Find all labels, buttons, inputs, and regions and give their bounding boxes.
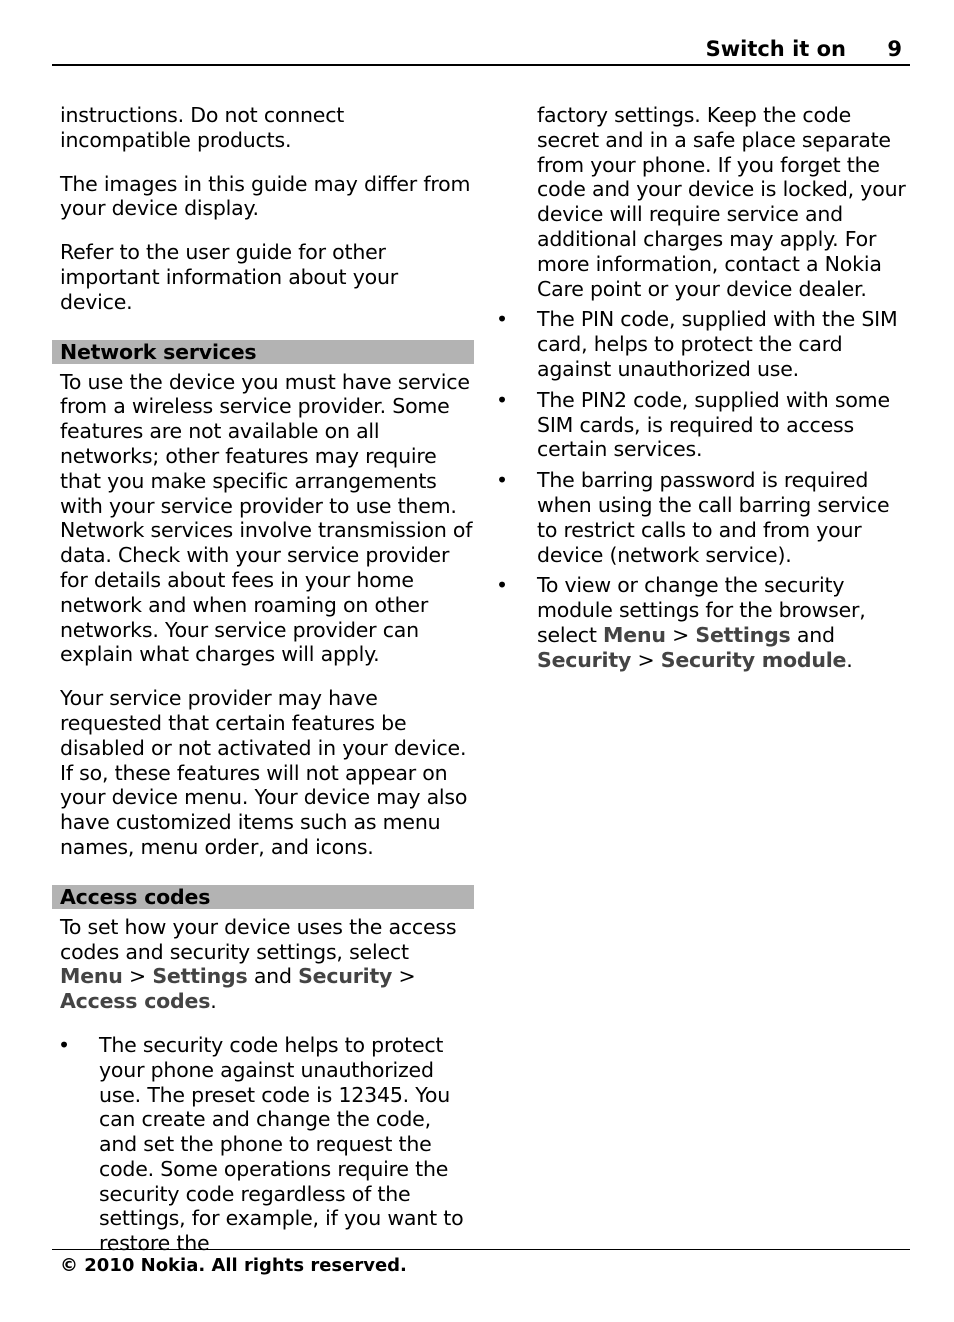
- menu-path-and: and: [247, 964, 299, 989]
- menu-path-separator: >: [665, 622, 696, 647]
- copyright-text: © 2010 Nokia. All rights reserved.: [60, 1255, 407, 1276]
- list-item-text: The PIN code, supplied with the SIM card, helps to protect the card against unauthorized use.: [537, 307, 898, 381]
- right-column: [490, 103, 910, 679]
- menu-path-separator: >: [122, 964, 153, 989]
- list-item-text: The security code helps to protect your phone against unauthorized use. The preset code is 12345. You can create and change the code, and set the phone to request the code. Some operations require the security code regardless of the settings, for example, if you want to restore the: [99, 1032, 464, 1256]
- paragraph-network-2: Your service provider may have requested that certain features be disabled or not activated in your device. If so, these features will not appear on your device menu. Your device may also have customized items such as menu names, menu order, and icons.: [60, 686, 468, 859]
- list-item: [490, 388, 910, 462]
- menu-path-security: Security: [298, 964, 393, 989]
- bullet-icon: •: [58, 1032, 70, 1057]
- chapter-title: Switch it on: [705, 37, 846, 61]
- bullet-icon: •: [496, 307, 508, 332]
- list-item-text: The PIN2 code, supplied with some SIM cards, is required to access certain services.: [537, 387, 890, 462]
- menu-path-menu: Menu: [603, 622, 666, 647]
- paragraph-refer: Refer to the user guide for other important information about your device.: [60, 240, 398, 314]
- menu-path-and: and: [790, 622, 835, 647]
- menu-path-settings: Settings: [152, 964, 248, 989]
- paragraph-network-1: To use the device you must have service from a wireless service provider. Some features are not available on all networks; other features may require that you make specific arrangements with your service provider to use them. Network services involve transmission of data. Check with your service provider for details about fees in your home network and when roaming on other networks. Your service provider can explain what charges will apply.: [60, 369, 473, 667]
- paragraph-images: The images in this guide may differ from your device display.: [60, 171, 471, 221]
- list-item: [490, 573, 910, 672]
- list-item: [490, 468, 910, 567]
- section-heading-network-services: Network services: [52, 340, 474, 364]
- bullet-icon: •: [496, 468, 508, 493]
- paragraph-instructions: instructions. Do not connect incompatible products.: [60, 103, 345, 152]
- left-column: [52, 103, 474, 1262]
- menu-path-menu: Menu: [60, 964, 123, 989]
- page-number: 9: [887, 37, 902, 61]
- list-item-text: The barring password is required when using the call barring service to restrict calls to and from your device (network service).: [537, 468, 890, 567]
- menu-path-access-codes: Access codes: [60, 989, 211, 1014]
- access-codes-list: [52, 1033, 474, 1256]
- menu-path-security: Security: [537, 647, 632, 672]
- menu-path-period: .: [210, 989, 217, 1014]
- menu-path-separator: >: [631, 647, 661, 672]
- bullet-icon: •: [496, 387, 508, 412]
- menu-path-security-module: Security module: [660, 647, 847, 672]
- menu-path-settings: Settings: [695, 622, 791, 647]
- access-intro-text: To set how your device uses the access codes and security settings, select: [60, 914, 457, 964]
- paragraph-access-intro: [60, 915, 474, 1014]
- menu-path-period: .: [846, 647, 853, 672]
- menu-path-separator: >: [392, 964, 416, 989]
- page-footer: [52, 1249, 910, 1278]
- list-item: [52, 1033, 474, 1256]
- list-item: [490, 307, 910, 381]
- bullet-icon: •: [496, 573, 508, 598]
- page-header: [52, 36, 910, 66]
- section-heading-access-codes: Access codes: [52, 885, 474, 909]
- list-item-continuation: factory settings. Keep the code secret and in a safe place separate from your phone. If you forget the code and your device is locked, your device will require service and additional charges may apply. For more information, contact a Nokia Care point or your device dealer.: [537, 103, 906, 301]
- list-item-text: To view or change the security module settings for the browser, select: [537, 573, 866, 647]
- access-codes-list-continued: [490, 307, 910, 672]
